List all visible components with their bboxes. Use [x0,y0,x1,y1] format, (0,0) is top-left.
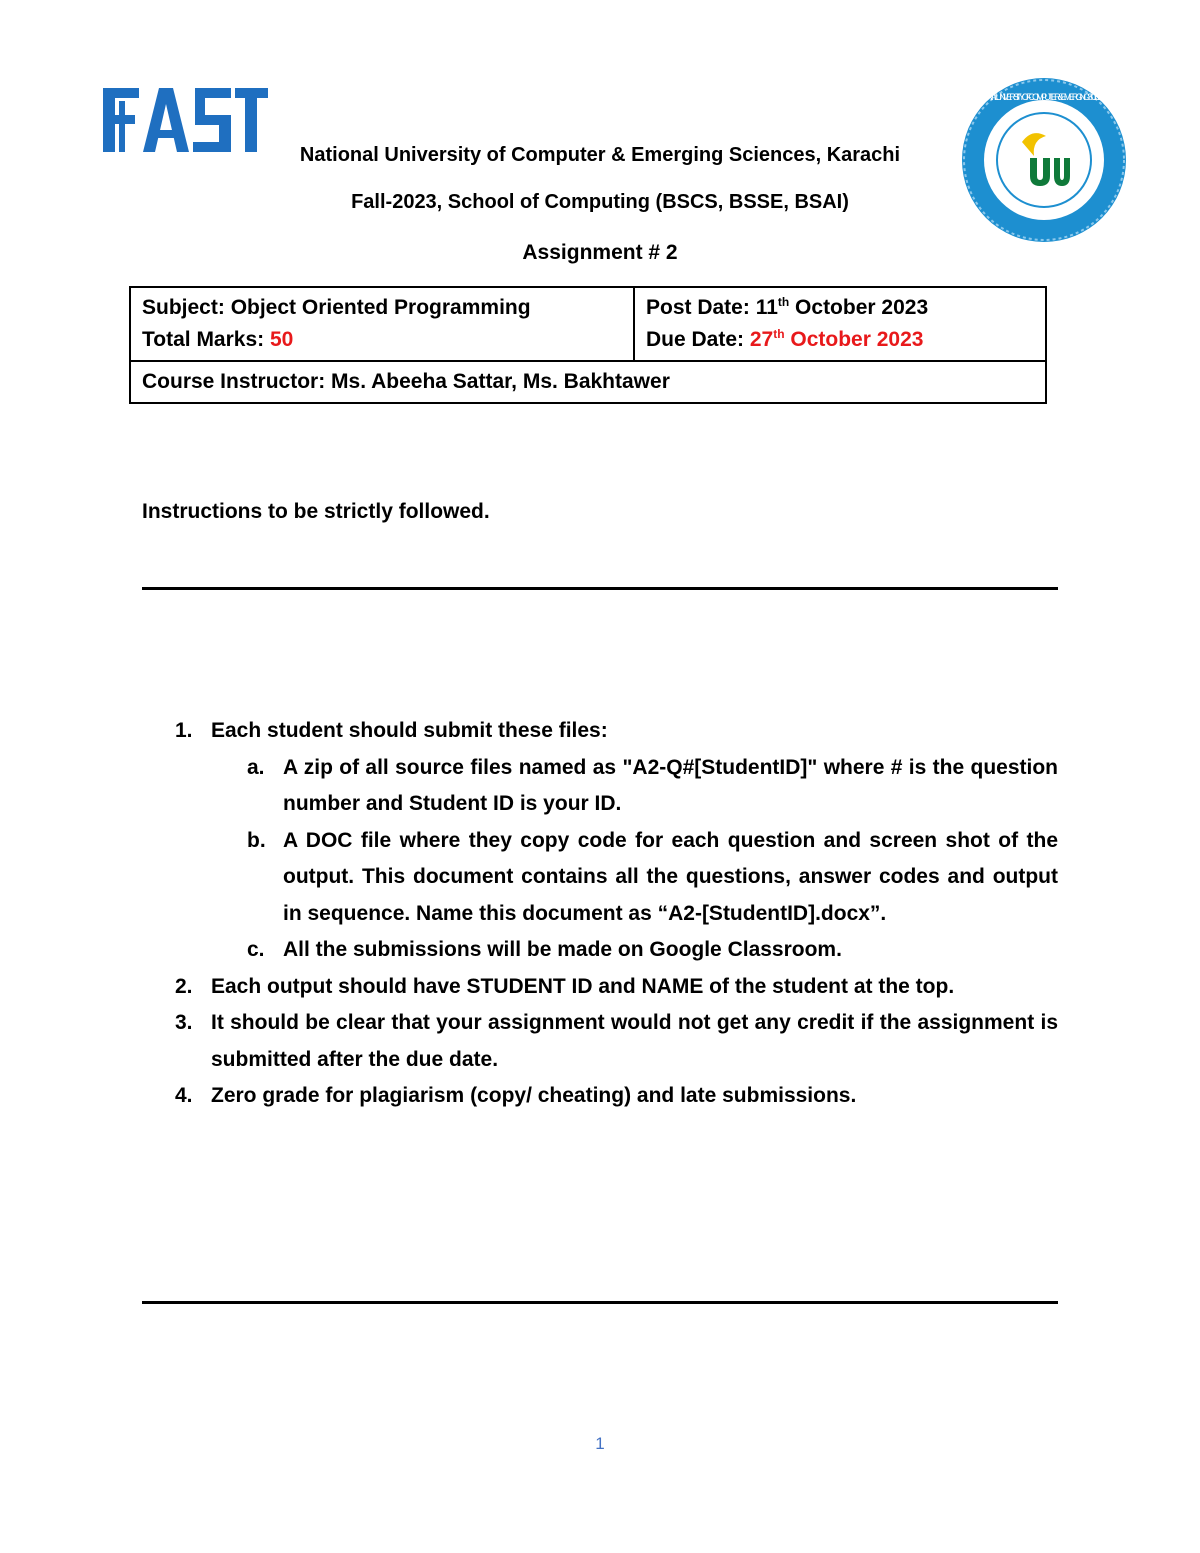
divider-top [142,587,1058,590]
post-date-rest: October 2023 [789,296,929,319]
term-line: Fall-2023, School of Computing (BSCS, BSSE, BSAI) [351,191,849,213]
list-item-text: Each student should submit these files: [211,719,608,742]
sub-list-letter: c. [247,938,265,961]
due-date-rest: October 2023 [784,328,924,351]
post-date-label: Post Date: [646,296,756,319]
total-marks-value: 50 [269,328,294,351]
total-marks-label: Total Marks: [142,328,270,351]
list-item [142,1078,1058,1115]
instructions-list [142,713,1058,1115]
list-item-text: Each output should have STUDENT ID and NAME of the student at the top. [211,974,955,998]
assignment-title: Assignment # 2 [522,241,678,264]
instructor-value: Ms. Abeeha Sattar, Ms. Bakhtawer [331,370,670,393]
list-item-number: 3. [175,1011,193,1034]
sub-list-letter: b. [247,828,266,852]
fast-logo [103,88,268,152]
list-item-number: 4. [175,1084,193,1107]
instructions-title: Instructions to be strictly followed. [142,500,490,523]
instructor-label: Course Instructor: [142,370,332,393]
due-date-suffix: th [773,327,785,341]
instructor-cell [130,361,1046,403]
dates-cell [634,287,1046,361]
sub-list-item [142,932,1058,969]
sub-list-item [142,823,1058,933]
sub-list-letter: a. [247,755,265,779]
divider-bottom [142,1301,1058,1304]
seal-text: NATIONAL UNIVERSITY OF COMPUTER & EMERGING SCIENCES [974,92,1114,102]
due-date-day: 27 [749,328,774,351]
list-item-text: It should be clear that your assignment would not get any credit if the assignment is submitted after the due date. [211,1011,1058,1071]
page-number: 1 [595,1434,605,1453]
due-date-label: Due Date: [646,328,750,351]
list-item [142,1005,1058,1078]
list-item [142,713,1058,750]
assignment-info-table [129,286,1047,404]
university-name: National University of Computer & Emerging Sciences, Karachi [299,144,901,166]
sub-list-text: A DOC file where they copy code for each question and screen shot of the output. This document contains all the questions, answer codes and output in sequence. Name this document as “A2-[StudentID].docx”. [283,828,1058,925]
subject-label: Subject: [142,296,231,319]
sub-list-text: A zip of all source files named as "A2-Q#[StudentID]" where # is the question number and Student ID is your ID. [283,755,1058,815]
sub-list-text: All the submissions will be made on Google Classroom. [283,938,842,961]
post-date-day: 11 [755,296,778,319]
list-item [142,969,1058,1006]
post-date-suffix: th [777,295,790,309]
subject-cell [130,287,634,361]
list-item-text: Zero grade for plagiarism (copy/ cheating) and late submissions. [211,1084,857,1107]
subject-value: Object Oriented Programming [230,296,531,319]
sub-list-item [142,750,1058,823]
list-item-number: 2. [175,974,193,998]
list-item-number: 1. [175,719,193,742]
